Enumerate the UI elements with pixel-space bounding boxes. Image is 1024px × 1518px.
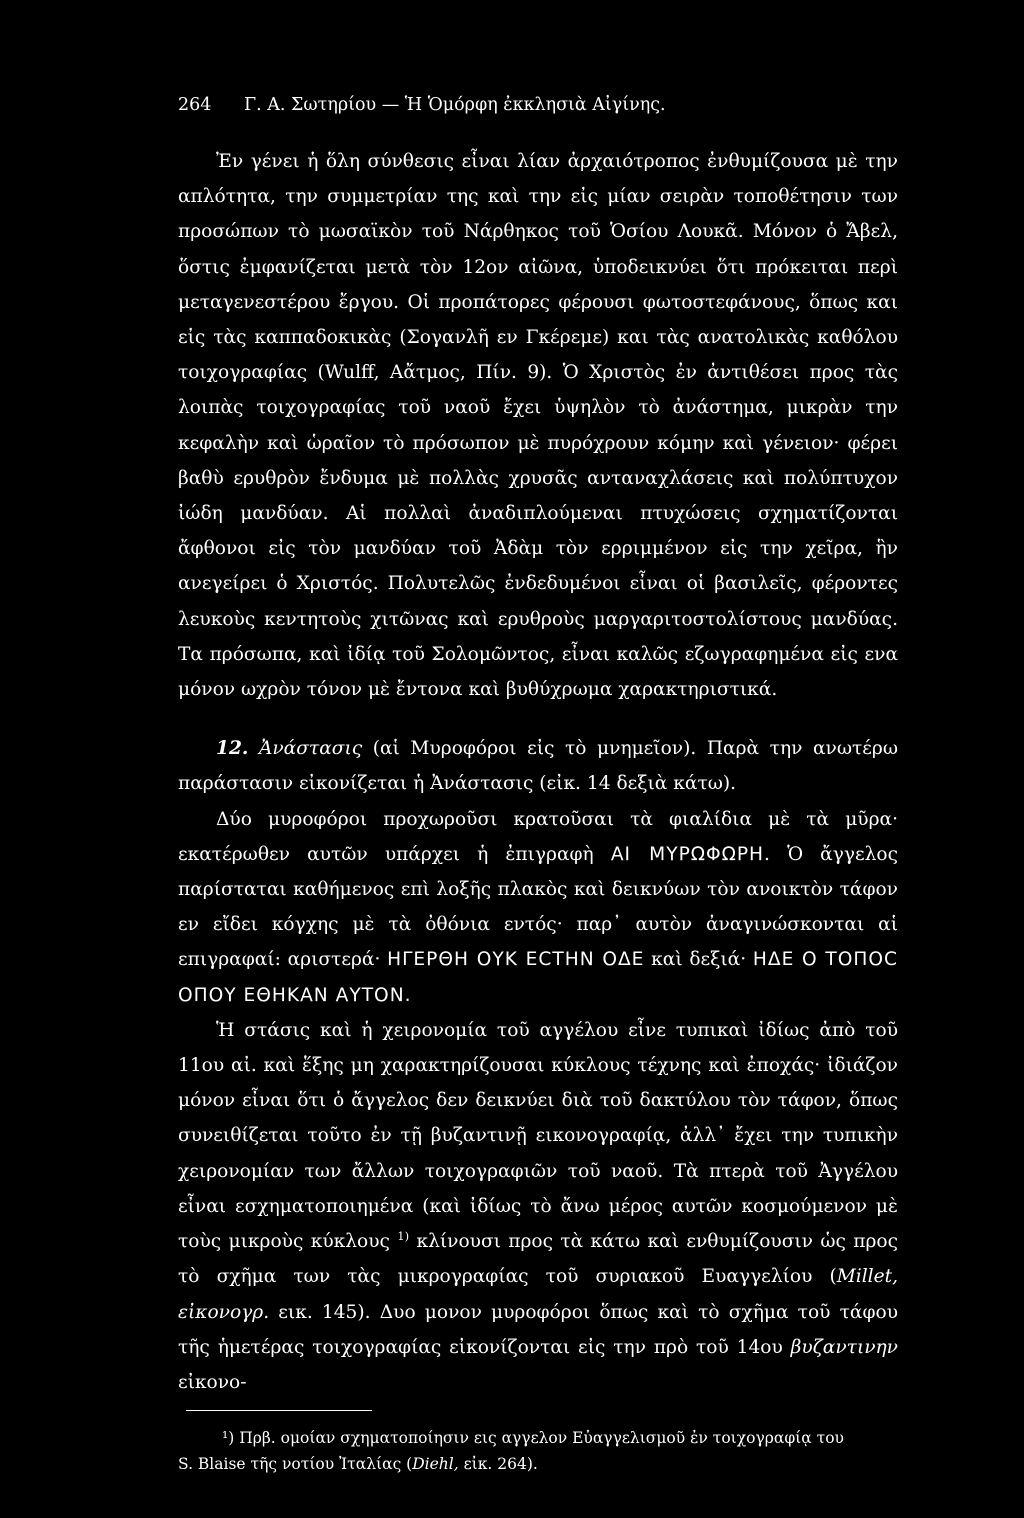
word-byzantine: βυζαντινην xyxy=(790,1336,898,1358)
page-number: 264 xyxy=(178,95,212,115)
paragraph-3-text-a: Ἡ στάσις καὶ ἡ χειρονομία τοῦ αγγέλου εἶνε τυπικαὶ ἰδίως ἀπὸ τοῦ 11ου αἰ. καὶ ἕξης μη χαρακτηρίζουσαι κύκλους τέχνης καὶ ἐποχάς· ἰδιάζον μόνον εἶναι ὅτι ὁ ἄγγελος δεν δεικνύει διὰ τοῦ δακτύλου τὸν τάφον, ὅπως συνειθίζεται τοῦτο ἐν τῇ βυζαντινῇ εικονογραφίᾳ, ἀλλ᾽ ἔχει την τυπικὴν χειρονομίαν των ἄλλων τοιχογραφιῶν τοῦ ναοῦ. Τὰ πτερὰ τοῦ Ἀγγέλου εἶναι εσχηματοποιημένα (καὶ ἰδίως τὸ ἄνω μέρος αυτῶν κοσμούμενον μὲ τοὺς μικροὺς κύκλους xyxy=(178,1019,898,1253)
paragraph-3 xyxy=(178,1013,898,1400)
section-number: 12. xyxy=(216,738,249,760)
footnote-line-1: ¹) Πρβ. ομοίαν σχηματοποίησιν εις αγγελον Εὐαγγελισμοῦ ἐν τοιχογραφίᾳ του xyxy=(222,1429,844,1448)
footnote xyxy=(178,1425,898,1477)
paragraph-2-text-c: καὶ δεξιά· xyxy=(651,949,747,971)
citation-millet: Millet, εἰκονογρ. xyxy=(178,1266,898,1323)
inscription-right: ΗΔΕ Ο ΤΟΠΟC ΟΠΟΥ ΕΘΗΚΑΝ ΑΥΤΟΝ. xyxy=(178,949,898,1006)
paragraph-2 xyxy=(178,802,898,1013)
footnote-line-2-text-a: S. Blaise τῆς νοτίου Ἰταλίας ( xyxy=(178,1455,413,1474)
document-page xyxy=(178,88,898,1477)
section-title: Ἀνάστασις xyxy=(258,738,363,760)
section-12-heading xyxy=(178,731,898,801)
inscription-myrophores: ΑΙ ΜΥΡΩΦΩΡΗ xyxy=(610,843,765,865)
paragraph-3-text-c: εικ. 145). Δυο μονον μυροφόροι ὅπως καὶ τὸ σχῆμα τοῦ τάφου τῆς ἡμετέρας τοιχογραφίας εἰκονίζονται εἰς την πρὸ τοῦ 14ου xyxy=(178,1301,898,1358)
footnote-line-2-text-b: εἰκ. 264). xyxy=(463,1455,538,1474)
footnote-line-2 xyxy=(178,1451,898,1477)
footnote-reference: 1) xyxy=(397,1228,410,1243)
inscription-left: ΗΓΕΡΘΗ ΟΥΚ ΕCΤΗΝ ΟΔΕ xyxy=(387,949,645,971)
paragraph-2-text-a: Δύο μυροφόροι προχωροῦσι κρατοῦσαι τὰ φιαλίδια μὲ τὰ μῦρα· εκατέρωθεν αυτῶν υπάρχει ἡ ἐπιγραφὴ xyxy=(178,808,898,865)
footnote-divider xyxy=(186,1410,372,1411)
paragraph-3-text-d: εἰκονο- xyxy=(178,1371,247,1393)
section-gap xyxy=(178,707,898,731)
citation-diehl: Diehl, xyxy=(412,1455,459,1474)
paragraph-3-text-b: κλίνουσι προς τὰ κάτω καὶ ενθυμίζουσιν ὡς προς τὸ σχῆμα των τὰς μικρογραφίας τοῦ συριακοῦ Ευαγγελίου ( xyxy=(178,1231,898,1288)
paragraph-2-text-b: . Ὁ ἄγγελος παρίσταται καθήμενος επὶ λοξῆς πλακὸς καὶ δεικνύων τὸν ανοικτὸν τάφον εν εἴδει κόγχης μὲ τὰ ὀθόνια εντός· παρ᾽ αυτὸν ἀναγινώσκονται αἱ επιγραφαί: αριστερά· xyxy=(178,843,898,971)
running-header xyxy=(178,88,898,128)
running-title: Γ. Α. Σωτηρίου — Ἡ Ὁμόρφη ἐκκλησιὰ Αἰγίνης. xyxy=(244,95,666,115)
paragraph-1: Ἐν γένει ἡ ὅλη σύνθεσις εἶναι λίαν ἀρχαιότροπος ἐνθυμίζουσα μὲ την απλότητα, την συμμετρίαν της καὶ την εἰς μίαν σειρὰν τοποθέτησιν των προσώπων τὸ μωσαϊκὸν τοῦ Νάρθηκος τοῦ Ὁσίου Λουκᾶ. Μόνον ὁ Ἄβελ, ὅστις ἐμφανίζεται μετὰ τὸν 12ον αἰῶνα, ὑποδεικνύει ὅτι πρόκειται περὶ μεταγενεστέρου ἔργου. Οἱ προπάτορες φέρουσι φωτοστεφάνους, ὅπως και εἰς τὰς καππαδοκικὰς (Σογανλῆ εν Γκέρεμε) και τὰς ανατολικὰς καθόλου τοιχογραφίας (Wulff, Αἄτμος, Πίν. 9). Ὁ Χριστὸς ἐν ἀντιθέσει προς τὰς λοιπὰς τοιχογραφίας τοῦ ναοῦ ἔχει ὑψηλὸν τὸ ἀνάστημα, μικρὰν την κεφαλὴν καὶ ὡραῖον τὸ πρόσωπον μὲ πυρόχρουν κόμην καὶ γένειον· φέρει βαθὺ ερυθρὸν ἔνδυμα μὲ πολλὰς χρυσᾶς ανταναχλάσεις καὶ πολύπτυχον ἰώδη μανδύαν. Αἱ πολλαὶ ἀναδιπλούμεναι πτυχώσεις σχηματίζονται ἄφθονοι εἰς τὸν μανδύαν τοῦ Ἀδὰμ τὸν ερριμμένον εἰς την χεῖρα, ἣν ανεγείρει ὁ Χριστός. Πολυτελῶς ἐνδεδυμένοι εἶναι οἱ βασιλεῖς, φέροντες λευκοὺς κεντητοὺς χιτῶνας καὶ ερυθροὺς μαργαριτοστολίστους μανδύας. Τα πρόσωπα, καὶ ἰδίᾳ τοῦ Σολομῶντος, εἶναι καλῶς εζωγραφημένα εἰς ενα μόνον ωχρὸν τόνον μὲ ἔντονα καὶ βυθύχρωμα χαρακτηριστικά. xyxy=(178,151,898,701)
section-subtitle: (αἱ Μυροφόροι εἰς τὸ μνημεῖον). Παρὰ την ανωτέρω παράστασιν εἰκονίζεται ἡ Ἀνάστασις (εἰκ. 14 δεξιὰ κάτω). xyxy=(178,738,898,795)
